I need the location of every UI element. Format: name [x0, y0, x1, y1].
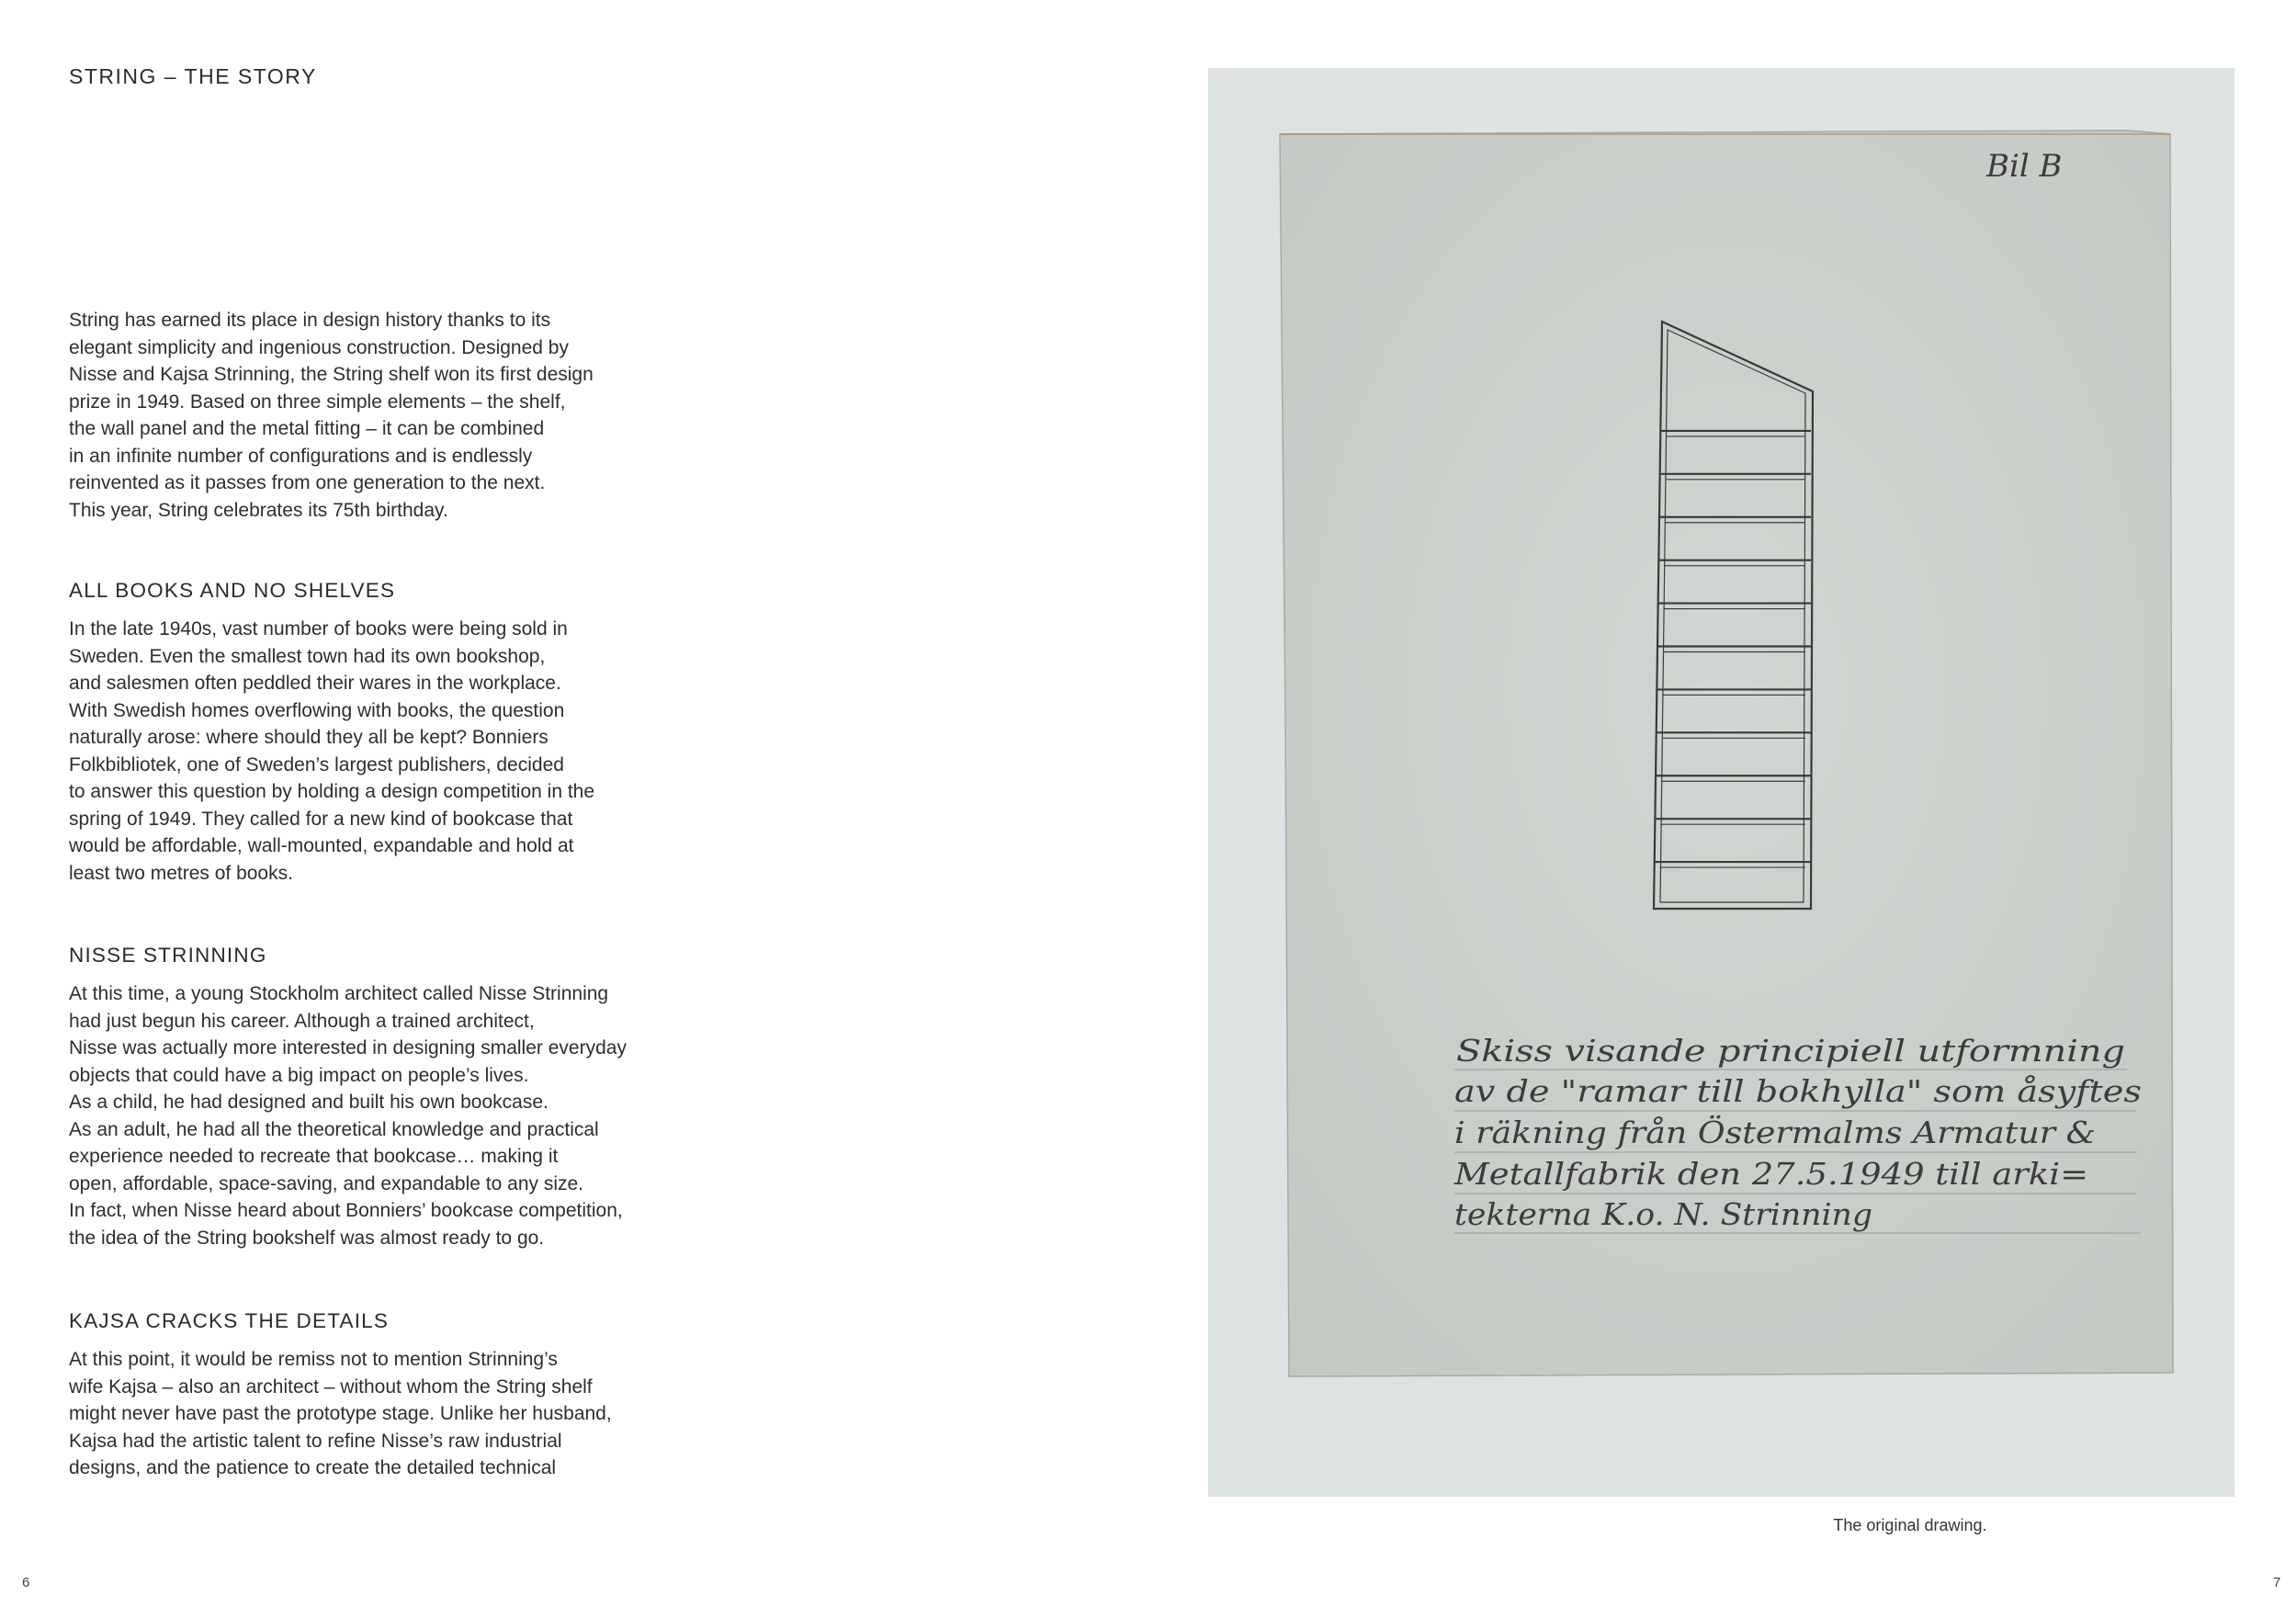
section-heading: NISSE STRINNING — [69, 944, 267, 967]
handwritten-line: i räkning från Östermalms Armatur & — [1454, 1115, 2038, 1150]
text-line: String has earned its place in design history thanks to its — [69, 310, 551, 331]
text-line: designs, and the patience to create the detailed technical — [69, 1457, 557, 1478]
text-line: Nisse and Kajsa Strinning, the String shelf won its first design — [69, 364, 594, 385]
section-body — [69, 616, 594, 887]
text-line: As a child, he had designed and built his own bookcase. — [69, 1092, 549, 1113]
text-line: spring of 1949. They called for a new kind of bookcase that — [69, 808, 573, 830]
text-line: least two metres of books. — [69, 862, 293, 884]
page-number-left: 6 — [22, 1575, 30, 1590]
text-line: open, affordable, space-saving, and expandable to any size. — [69, 1172, 584, 1194]
handwritten-line: av de "ramar till bokhylla" som åsyftes — [1454, 1073, 2142, 1109]
text-line: In the late 1940s, vast number of books were being sold in — [69, 618, 568, 639]
section-nisse-strinning — [69, 944, 627, 1251]
section-body — [69, 980, 627, 1251]
text-line: naturally arose: where should they all be kept? Bonniers — [69, 727, 549, 748]
text-line: Folkbibliotek, one of Sweden’s largest publishers, decided — [69, 753, 564, 775]
text-line: wife Kajsa – also an architect – without whom the String shelf — [69, 1375, 593, 1398]
section-all-books — [69, 579, 594, 887]
text-line: This year, String celebrates its 75th birthday. — [69, 499, 448, 521]
section-kajsa-details — [69, 1309, 612, 1482]
corner-note: Bil B — [1986, 148, 2063, 185]
text-line: experience needed to recreate that bookcase… making it — [69, 1146, 559, 1167]
text-line: the idea of the String bookshelf was almost ready to go. — [69, 1227, 545, 1249]
drawing-illustration — [1208, 68, 2234, 1497]
text-line: Sweden. Even the smallest town had its own bookshop, — [69, 645, 546, 667]
text-line: In fact, when Nisse heard about Bonniers’ bookcase competition, — [69, 1200, 623, 1221]
right-page — [1148, 0, 2296, 1607]
text-line: Nisse was actually more interested in designing smaller everyday — [69, 1037, 627, 1058]
intro-text — [69, 307, 657, 524]
page-number-right: 7 — [2273, 1575, 2281, 1590]
running-head: STRING – THE STORY — [69, 64, 317, 88]
handwritten-line: tekterna K.o. N. Strinning — [1454, 1196, 1872, 1232]
text-line: and salesmen often peddled their wares in the workplace. — [69, 673, 561, 694]
text-line: At this point, it would be remiss not to mention Strinning’s — [69, 1349, 558, 1370]
text-line: would be affordable, wall-mounted, expandable and hold at — [69, 835, 574, 856]
text-line: With Swedish homes overflowing with books, the question — [69, 699, 565, 721]
text-line: objects that could have a big impact on people’s lives. — [69, 1064, 529, 1086]
text-line: to answer this question by holding a design competition in the — [69, 781, 595, 802]
text-line: As an adult, he had all the theoretical knowledge and practical — [69, 1118, 599, 1140]
text-line: prize in 1949. Based on three simple elements – the shelf, — [69, 390, 566, 413]
handwritten-line: Skiss visande principiell utformning — [1456, 1033, 2125, 1069]
text-line: might never have past the prototype stage. Unlike her husband, — [69, 1403, 612, 1424]
image-caption — [1148, 1516, 2296, 1535]
text-line: Kajsa had the artistic talent to refine Nisse’s raw industrial — [69, 1430, 562, 1452]
text-line: elegant simplicity and ingenious construction. Designed by — [69, 336, 569, 358]
caption-text: The original drawing. — [1833, 1516, 1987, 1534]
text-line: had just begun his career. Although a trained architect, — [69, 1010, 535, 1032]
text-line: At this time, a young Stockholm architect called Nisse Strinning — [69, 983, 609, 1004]
text-line: reinvented as it passes from one generation to the next. — [69, 472, 546, 493]
intro-paragraph — [69, 307, 657, 524]
section-heading: KAJSA CRACKS THE DETAILS — [69, 1309, 390, 1332]
text-line: the wall panel and the metal fitting – it can be combined — [69, 418, 545, 439]
original-drawing-photo — [1208, 68, 2234, 1497]
section-heading: ALL BOOKS AND NO SHELVES — [69, 579, 396, 602]
handwritten-line: Metallfabrik den 27.5.1949 till arki= — [1453, 1156, 2088, 1192]
text-line: in an infinite number of configurations and is endlessly — [69, 445, 533, 467]
section-body — [69, 1346, 612, 1482]
